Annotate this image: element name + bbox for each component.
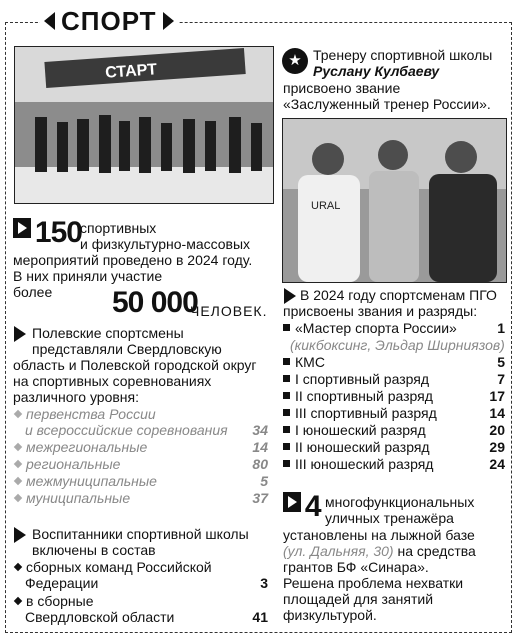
competitions-line4: на спортивных соревнованиях bbox=[13, 373, 212, 389]
list-item-label: III спортивный разряд bbox=[295, 405, 437, 421]
ranks-line2: присвоены звания и разряды: bbox=[283, 303, 478, 319]
trainers-number-block bbox=[283, 492, 321, 522]
list-item-value: 3 bbox=[260, 575, 268, 591]
list-item-value: 34 bbox=[252, 422, 268, 438]
triangle-right-icon bbox=[163, 12, 174, 30]
list-item bbox=[13, 406, 268, 422]
teams-line2: включены в состав bbox=[32, 542, 156, 558]
diamond-bullet-icon bbox=[14, 460, 22, 468]
participants-unit: ЧЕЛОВЕК. bbox=[190, 303, 268, 319]
ski-start-illustration bbox=[15, 47, 273, 203]
diamond-bullet-icon bbox=[14, 443, 22, 451]
list-item bbox=[283, 439, 505, 455]
participants-number: 50 000 bbox=[112, 286, 198, 319]
square-bullet-icon bbox=[283, 358, 290, 365]
diamond-bullet-icon bbox=[14, 563, 22, 571]
star-medal-icon: ★ bbox=[282, 48, 308, 74]
arrow-marker-icon bbox=[13, 326, 27, 342]
shirt-text: URAL bbox=[311, 200, 341, 212]
list-item-label: I спортивный разряд bbox=[295, 371, 430, 387]
list-item bbox=[283, 320, 505, 336]
trainers-address: (ул. Дальняя, 30) bbox=[283, 543, 394, 559]
list-item-label: региональные bbox=[26, 456, 121, 472]
events-number-block bbox=[13, 218, 82, 248]
trainers-line7: площадей для занятий bbox=[283, 591, 434, 607]
list-item-value: 7 bbox=[497, 371, 505, 387]
list-item-label: Федерации bbox=[25, 575, 99, 591]
list-item bbox=[25, 422, 268, 438]
events-line1: спортивных bbox=[80, 220, 157, 236]
list-item-label: муниципальные bbox=[26, 490, 131, 506]
list-item-value: 29 bbox=[489, 439, 505, 455]
award-line3: присвоено звание bbox=[283, 80, 401, 96]
diamond-bullet-icon bbox=[14, 477, 22, 485]
list-item-value: 24 bbox=[489, 456, 505, 472]
diamond-bullet-icon bbox=[14, 410, 22, 418]
competitions-line5: различного уровня: bbox=[13, 389, 140, 405]
list-item bbox=[13, 473, 268, 489]
arrow-marker-icon bbox=[283, 492, 301, 512]
athletes-illustration bbox=[283, 119, 506, 282]
events-line3: мероприятий проведено в 2024 году. bbox=[13, 252, 253, 268]
list-item bbox=[290, 337, 505, 353]
list-item-value: 5 bbox=[497, 354, 505, 370]
list-item-label: II спортивный разряд bbox=[295, 388, 433, 404]
ski-start-photo bbox=[14, 46, 274, 204]
list-item bbox=[13, 439, 268, 455]
ranks-line1: В 2024 году спортсменам ПГО bbox=[300, 287, 497, 303]
list-item bbox=[13, 490, 268, 506]
list-item-value: 37 bbox=[252, 490, 268, 506]
list-item-value: 80 bbox=[252, 456, 268, 472]
trainers-line1: многофункциональных bbox=[325, 494, 475, 510]
list-item-value: 14 bbox=[489, 405, 505, 421]
list-item bbox=[283, 456, 505, 472]
list-item-value: 17 bbox=[489, 388, 505, 404]
teams-line1: Воспитанники спортивной школы bbox=[32, 526, 249, 542]
list-item-label: II юношеский разряд bbox=[295, 439, 430, 455]
list-item-value: 1 bbox=[497, 320, 505, 336]
triangle-left-icon bbox=[44, 12, 55, 30]
square-bullet-icon bbox=[283, 443, 290, 450]
list-item bbox=[13, 559, 268, 575]
trainers-address-line bbox=[283, 543, 476, 559]
list-item bbox=[283, 354, 505, 370]
award-trainer-name: Руслану Кулбаеву bbox=[313, 63, 440, 79]
arrow-marker-icon bbox=[13, 527, 27, 543]
square-bullet-icon bbox=[283, 392, 290, 399]
events-line5: более bbox=[13, 284, 53, 300]
list-item bbox=[13, 593, 268, 609]
list-item-label: и всероссийские соревнования bbox=[25, 422, 228, 438]
list-item-value: 20 bbox=[489, 422, 505, 438]
arrow-marker-icon bbox=[283, 288, 297, 304]
competitions-line1: Полевские спортсмены bbox=[32, 325, 184, 341]
list-item bbox=[13, 456, 268, 472]
start-banner-text: СТАРТ bbox=[104, 61, 158, 82]
list-item-value: 5 bbox=[260, 473, 268, 489]
list-item-label: в сборные bbox=[26, 593, 94, 609]
list-item-value: 41 bbox=[252, 609, 268, 625]
award-line1: Тренеру спортивной школы bbox=[313, 47, 493, 63]
list-item bbox=[25, 575, 268, 591]
square-bullet-icon bbox=[283, 409, 290, 416]
section-header bbox=[40, 6, 178, 36]
trainers-number: 4 bbox=[304, 490, 321, 523]
diamond-bullet-icon bbox=[14, 494, 22, 502]
square-bullet-icon bbox=[283, 426, 290, 433]
events-number: 150 bbox=[34, 216, 82, 249]
trainers-line3: установлены на лыжной базе bbox=[283, 527, 475, 543]
athletes-photo bbox=[282, 118, 507, 283]
list-item-label: первенства России bbox=[26, 406, 156, 422]
events-line4: В них приняли участие bbox=[13, 268, 163, 284]
award-title: «Заслуженный тренер России». bbox=[283, 96, 491, 112]
list-item bbox=[25, 609, 268, 625]
list-item-label: межмуниципальные bbox=[26, 473, 157, 489]
competitions-line3: область и Полевской городской округ bbox=[13, 357, 257, 373]
list-item-label: КМС bbox=[295, 354, 325, 370]
trainers-line8: физкультурой. bbox=[283, 607, 377, 623]
list-item bbox=[283, 371, 505, 387]
list-item-label: (кикбоксинг, Эльдар Ширниязов) bbox=[290, 337, 505, 353]
list-item bbox=[283, 422, 505, 438]
list-item-label: «Мастер спорта России» bbox=[295, 320, 457, 336]
list-item bbox=[283, 388, 505, 404]
trainers-line2: уличных тренажёра bbox=[325, 510, 454, 526]
section-title: СПОРТ bbox=[61, 5, 157, 36]
trainers-line6: Решена проблема нехватки bbox=[283, 575, 464, 591]
trainers-line5: грантов БФ «Синара». bbox=[283, 559, 429, 575]
trainers-line4: на средства bbox=[397, 543, 476, 559]
competitions-line2: представляли Свердловскую bbox=[32, 341, 222, 357]
square-bullet-icon bbox=[283, 375, 290, 382]
list-item-label: I юношеский разряд bbox=[295, 422, 426, 438]
list-item-label: межрегиональные bbox=[26, 439, 148, 455]
list-item-label: сборных команд Российской bbox=[26, 559, 212, 575]
square-bullet-icon bbox=[283, 324, 290, 331]
arrow-marker-icon bbox=[13, 218, 31, 238]
list-item-label: Свердловской области bbox=[25, 609, 175, 625]
events-line2: и физкультурно-массовых bbox=[80, 236, 251, 252]
list-item bbox=[283, 405, 505, 421]
diamond-bullet-icon bbox=[14, 597, 22, 605]
list-item-label: III юношеский разряд bbox=[295, 456, 434, 472]
square-bullet-icon bbox=[283, 460, 290, 467]
list-item-value: 14 bbox=[252, 439, 268, 455]
